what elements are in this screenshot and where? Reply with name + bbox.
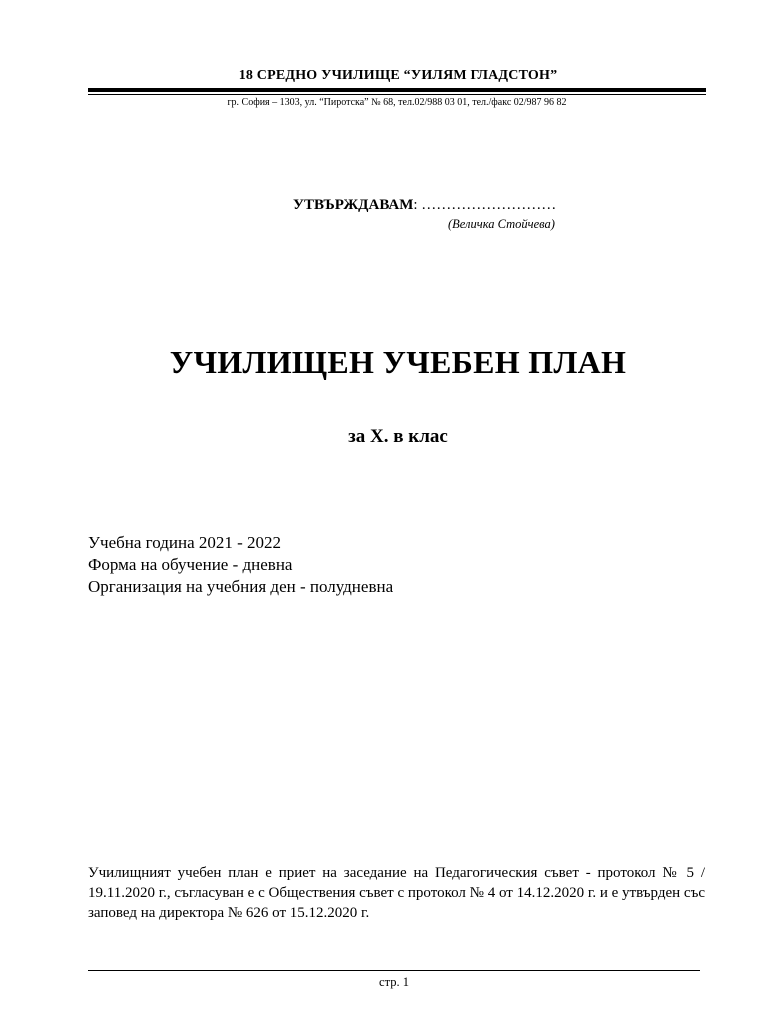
education-form: Форма на обучение - дневна [88, 555, 293, 574]
approval-label: УТВЪРЖДАВАМ [293, 197, 414, 213]
school-day-organization: Организация на учебния ден - полудневна [88, 577, 394, 596]
approval-signature-line: : ……………………… [413, 197, 557, 213]
document-title: УЧИЛИЩЕН УЧЕБЕН ПЛАН [169, 344, 627, 380]
school-name: 18 СРЕДНО УЧИЛИЩЕ “УИЛЯМ ГЛАДСТОН” [238, 68, 558, 83]
approval-line [293, 197, 556, 214]
header-rule-thin [88, 94, 706, 95]
header-rule-thick [88, 88, 706, 92]
document-subtitle: за X. в клас [348, 426, 448, 447]
school-year: Учебна година 2021 - 2022 [88, 533, 282, 552]
approver-name: (Величка Стойчева) [448, 217, 555, 231]
page-number: стр. 1 [379, 975, 409, 989]
adoption-note: Училищният учебен план е приет на заседание на Педагогическия съвет - протокол № 5 / 19.11.2020 г., съгласуван е с Обществения съвет с протокол № 4 от 14.12.2020 г. и е утвърден със заповед на директора № 626 от 15.12.2020 г. [88, 865, 705, 921]
footer-rule [88, 970, 700, 971]
school-address: гр. София – 1303, ул. “Пиротска” № 68, тел.02/988 03 01, тел./факс 02/987 96 82 [227, 97, 567, 108]
plan-details [88, 532, 393, 598]
